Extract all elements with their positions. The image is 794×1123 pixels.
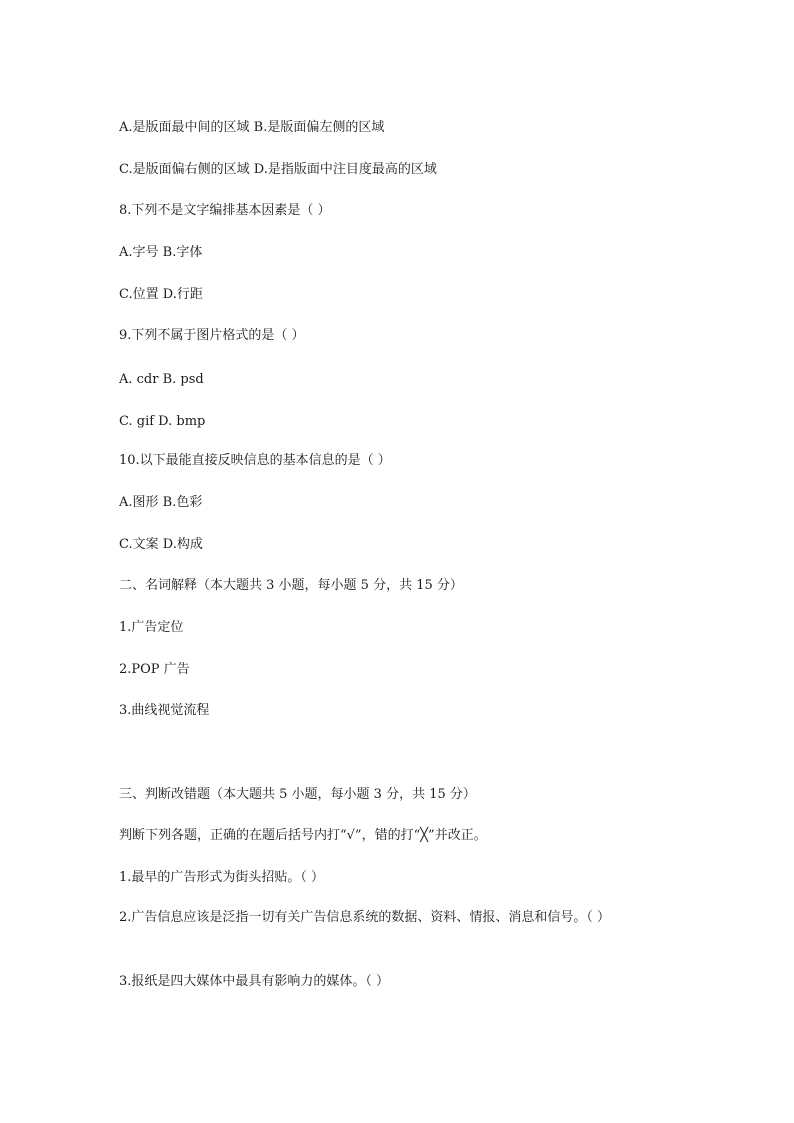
q7-options-ab: A.是版面最中间的区域 B.是版面偏左侧的区域 <box>119 120 385 135</box>
section-3-heading: 三、判断改错题（本大题共 5 小题，每小题 3 分，共 15 分） <box>119 787 476 802</box>
q8-options-cd: C.位置 D.行距 <box>119 287 203 302</box>
question-10: 10.以下最能直接反映信息的基本信息的是（ ） <box>119 453 391 468</box>
question-9: 9.下列不属于图片格式的是（ ） <box>119 328 305 343</box>
term-1: 1.广告定位 <box>119 620 184 635</box>
question-8: 8.下列不是文字编排基本因素是（ ） <box>119 203 331 218</box>
term-2: 2.POP 广告 <box>119 662 190 677</box>
judge-item-3: 3.报纸是四大媒体中最具有影响力的媒体。（ ） <box>119 974 390 989</box>
q7-options-cd: C.是版面偏右侧的区域 D.是指版面中注目度最高的区域 <box>119 162 437 177</box>
q10-options-ab: A.图形 B.色彩 <box>119 495 203 510</box>
q9-options-ab: A. cdr B. psd <box>119 372 204 387</box>
section-3-instructions: 判断下列各题，正确的在题后括号内打“√”，错的打“╳”并改正。 <box>119 828 487 843</box>
q9-options-cd: C. gif D. bmp <box>119 414 206 429</box>
section-2-heading: 二、名词解释（本大题共 3 小题，每小题 5 分，共 15 分） <box>119 578 463 593</box>
q8-options-ab: A.字号 B.字体 <box>119 245 203 260</box>
judge-item-1: 1.最早的广告形式为街头招贴。（ ） <box>119 870 325 885</box>
term-3: 3.曲线视觉流程 <box>119 703 210 718</box>
q10-options-cd: C.文案 D.构成 <box>119 537 203 552</box>
judge-item-2: 2.广告信息应该是泛指一切有关广告信息系统的数据、资料、情报、消息和信号。（ ） <box>119 910 611 925</box>
